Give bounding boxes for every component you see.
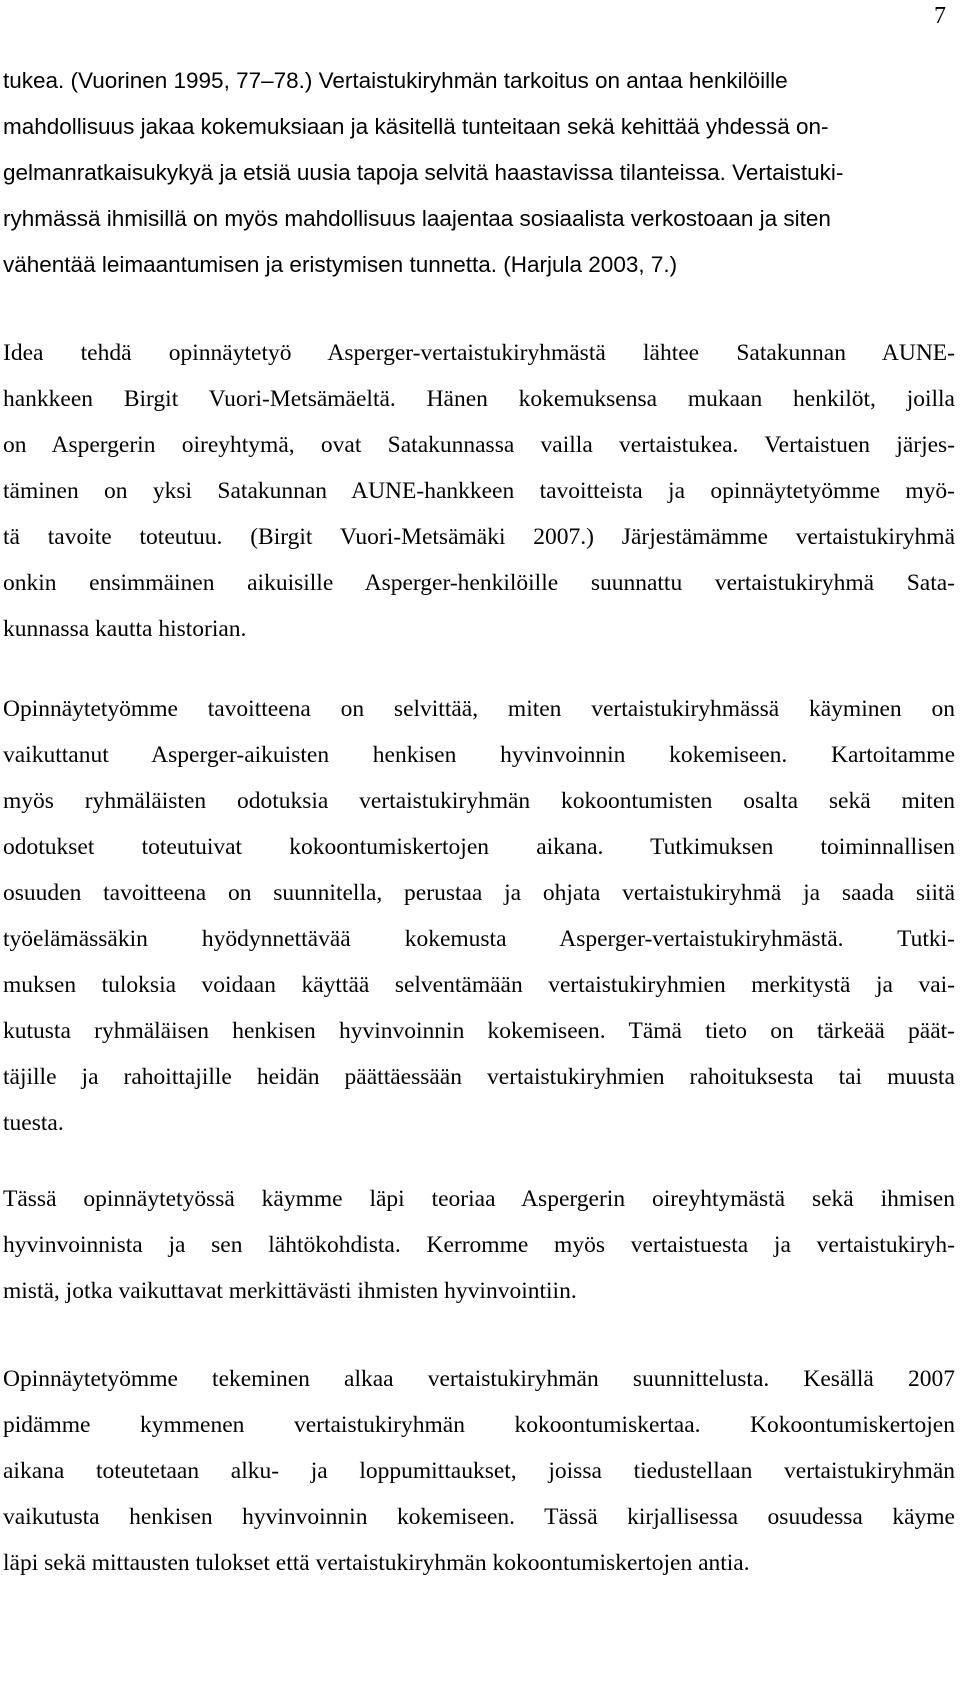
text-line: onkin ensimmäinen aikuisille Asperger-henkilöille suunnattu vertaistukiryhmä Sata- (3, 570, 955, 596)
text-line: kutusta ryhmäläisen henkisen hyvinvoinnin kokemiseen. Tämä tieto on tärkeää päät- (3, 1018, 955, 1044)
text-line: odotukset toteutuivat kokoontumiskertojen aikana. Tutkimuksen toiminnallisen (3, 834, 955, 860)
text-line: vähentää leimaantumisen ja eristymisen tunnetta. (Harjula 2003, 7.) (3, 252, 678, 277)
paragraph-tekeminen (3, 1356, 955, 1586)
text-line: tukea. (Vuorinen 1995, 77–78.) Vertaistukiryhmän tarkoitus on antaa henkilöille (3, 68, 788, 93)
text-line: tuesta. (3, 1110, 64, 1136)
paragraph-vertaistuki-intro (3, 58, 955, 288)
text-line: Opinnäytetyömme tekeminen alkaa vertaistukiryhmän suunnittelusta. Kesällä 2007 (3, 1366, 955, 1392)
text-line: hankkeen Birgit Vuori-Metsämäeltä. Hänen kokemuksensa mukaan henkilöt, joilla (3, 386, 955, 412)
text-line: mistä, jotka vaikuttavat merkittävästi ihmisten hyvinvointiin. (3, 1278, 577, 1304)
text-line: muksen tuloksia voidaan käyttää selventämään vertaistukiryhmien merkitystä ja vai- (3, 972, 955, 998)
text-line: ryhmässä ihmisillä on myös mahdollisuus laajentaa sosiaalista verkostoaan ja siten (3, 206, 831, 231)
text-line: mahdollisuus jakaa kokemuksiaan ja käsitellä tunteitaan sekä kehittää yhdessä on- (3, 114, 829, 139)
text-line: työelämässäkin hyödynnettävää kokemusta Asperger-vertaistukiryhmästä. Tutki- (3, 926, 955, 952)
text-line: osuuden tavoitteena on suunnitella, perustaa ja ohjata vertaistukiryhmä ja saada siitä (3, 880, 955, 906)
text-line: Idea tehdä opinnäytetyö Asperger-vertaistukiryhmästä lähtee Satakunnan AUNE- (3, 340, 955, 366)
text-line: Opinnäytetyömme tavoitteena on selvittää, miten vertaistukiryhmässä käyminen on (3, 696, 955, 722)
text-line: aikana toteutetaan alku- ja loppumittaukset, joissa tiedustellaan vertaistukiryhmän (3, 1458, 955, 1484)
text-line: täminen on yksi Satakunnan AUNE-hankkeen tavoitteista ja opinnäytetyömme myö- (3, 478, 955, 504)
text-line: kunnassa kautta historian. (3, 616, 247, 642)
text-line: myös ryhmäläisten odotuksia vertaistukiryhmän kokoontumisten osalta sekä miten (3, 788, 955, 814)
text-line: vaikutusta henkisen hyvinvoinnin kokemiseen. Tässä kirjallisessa osuudessa käyme (3, 1504, 955, 1530)
page-number: 7 (934, 3, 946, 29)
paragraph-teoria (3, 1176, 955, 1314)
text-line: pidämme kymmenen vertaistukiryhmän kokoontumiskertaa. Kokoontumiskertojen (3, 1412, 955, 1438)
text-line: läpi sekä mittausten tulokset että vertaistukiryhmän kokoontumiskertojen antia. (3, 1550, 750, 1576)
text-line: tä tavoite toteutuu. (Birgit Vuori-Metsämäki 2007.) Järjestämämme vertaistukiryhmä (3, 524, 955, 550)
text-line: Tässä opinnäytetyössä käymme läpi teoriaa Aspergerin oireyhtymästä sekä ihmisen (3, 1186, 955, 1212)
text-line: vaikuttanut Asperger-aikuisten henkisen hyvinvoinnin kokemiseen. Kartoitamme (3, 742, 955, 768)
text-line: on Aspergerin oireyhtymä, ovat Satakunnassa vailla vertaistukea. Vertaistuen järjes- (3, 432, 955, 458)
text-line: täjille ja rahoittajille heidän päättäessään vertaistukiryhmien rahoituksesta tai muusta (3, 1064, 955, 1090)
text-line: gelmanratkaisukykyä ja etsiä uusia tapoja selvitä haastavissa tilanteissa. Vertaistuki- (3, 160, 844, 185)
paragraph-tavoite (3, 686, 955, 1146)
paragraph-idea (3, 330, 955, 652)
text-line: hyvinvoinnista ja sen lähtökohdista. Kerromme myös vertaistuesta ja vertaistukiryh- (3, 1232, 955, 1258)
